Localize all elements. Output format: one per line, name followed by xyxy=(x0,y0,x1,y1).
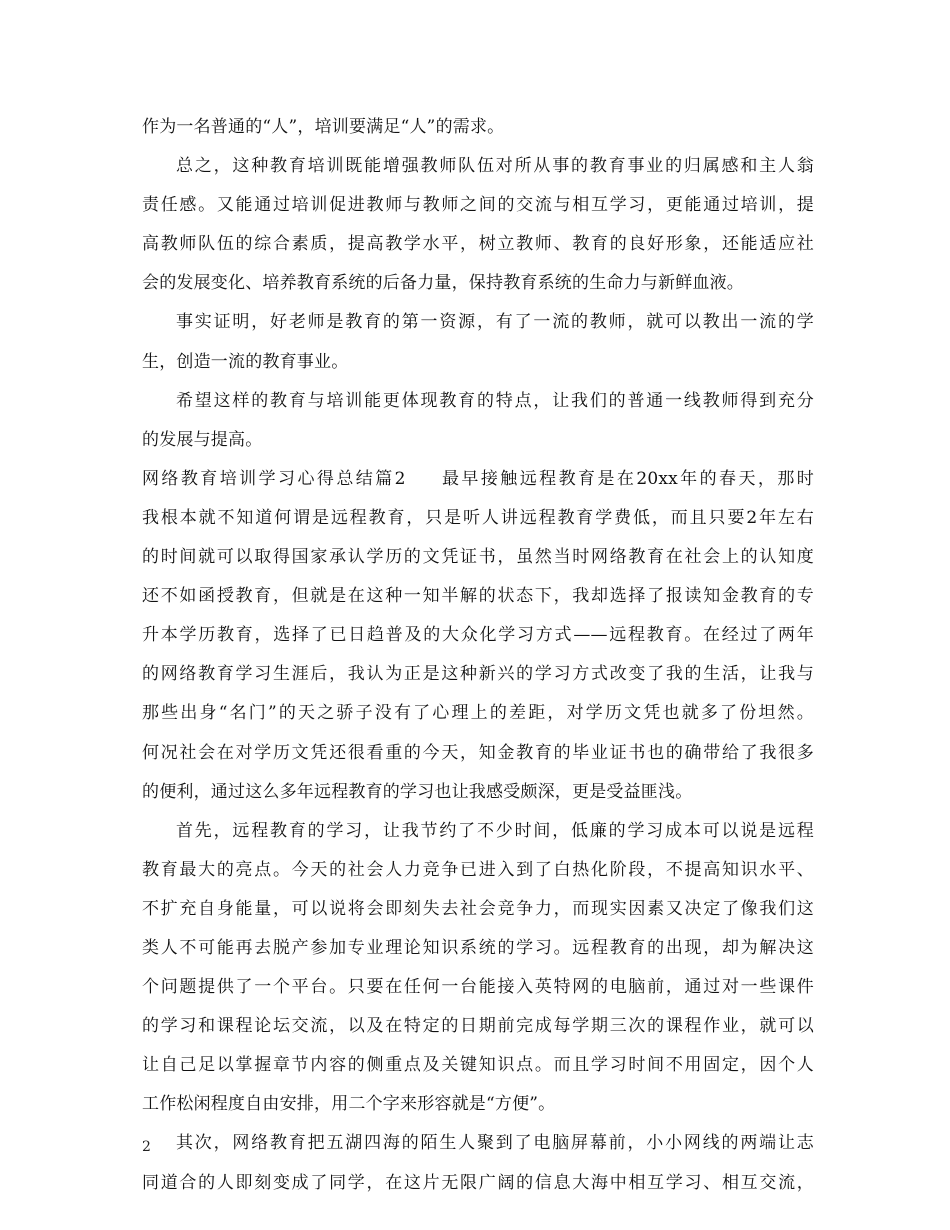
text-line: 的学习和课程论坛交流，以及在特定的日期前完成每学期三次的课程作业，就可以 xyxy=(142,1016,814,1037)
text-line: 责任感。又能通过培训促进教师与教师之间的交流与相互学习，更能通过培训，提 xyxy=(142,195,814,216)
text-line: 让自己足以掌握章节内容的侧重点及关键知识点。而且学习时间不用固定，因个人 xyxy=(142,1055,814,1076)
text-line: 何况社会在对学历文凭还很看重的今天，知金教育的毕业证书也的确带给了我很多 xyxy=(142,742,814,763)
text-line: 升本学历教育，选择了已日趋普及的大众化学习方式——远程教育。在经过了两年 xyxy=(142,625,814,646)
text-line: 教育最大的亮点。今天的社会人力竞争已进入到了白热化阶段，不提高知识水平、 xyxy=(142,859,814,880)
document-body xyxy=(142,108,814,1203)
text-line: 的发展与提高。 xyxy=(142,429,263,450)
page-number: 2 xyxy=(142,1139,151,1155)
text-line: 那些出身“名门”的天之骄子没有了心理上的差距，对学历文凭也就多了份坦然。 xyxy=(142,703,814,724)
text-line: 希望这样的教育与培训能更体现教育的特点，让我们的普通一线教师得到充分 xyxy=(176,390,814,411)
text-line: 同道合的人即刻变成了同学，在这片无限广阔的信息大海中相互学习、相互交流， xyxy=(142,1172,814,1193)
text-line: 的便利，通过这么多年远程教育的学习也让我感受颇深，更是受益匪浅。 xyxy=(142,781,693,802)
text-line: 工作松闲程度自由安排，用二个字来形容就是“方便”。 xyxy=(142,1094,556,1115)
text-line: 首先，远程教育的学习，让我节约了不少时间，低廉的学习成本可以说是远程 xyxy=(176,820,814,841)
text-line: 个问题提供了一个平台。只要在任何一台能接入英特网的电脑前，通过对一些课件 xyxy=(142,977,814,998)
text-line: 我根本就不知道何谓是远程教育，只是听人讲远程教育学费低，而且只要2年左右 xyxy=(142,507,814,528)
text-line: 的网络教育学习生涯后，我认为正是这种新兴的学习方式改变了我的生活，让我与 xyxy=(142,664,814,685)
text-line: 类人不可能再去脱产参加专业理论知识系统的学习。远程教育的出现，却为解决这 xyxy=(142,937,814,958)
text-line: 总之，这种教育培训既能增强教师队伍对所从事的教育事业的归属感和主人翁 xyxy=(176,156,814,177)
text-line: 生，创造一流的教育事业。 xyxy=(142,351,349,372)
text-line: 还不如函授教育，但就是在这种一知半解的状态下，我却选择了报读知金教育的专 xyxy=(142,586,814,607)
section-heading-line xyxy=(142,460,814,499)
text-line: 其次，网络教育把五湖四海的陌生人聚到了电脑屏幕前，小小网线的两端让志 xyxy=(176,1133,814,1154)
text-line: 的时间就可以取得国家承认学历的文凭证书，虽然当时网络教育在社会上的认知度 xyxy=(142,547,814,568)
text-line: 会的发展变化、培养教育系统的后备力量，保持教育系统的生命力与新鲜血液。 xyxy=(142,273,744,294)
text-line: 事实证明，好老师是教育的第一资源，有了一流的教师，就可以教出一流的学 xyxy=(176,312,814,333)
section-heading: 网络教育培训学习心得总结篇2 xyxy=(142,468,406,489)
text-line: 作为一名普通的“人”，培训要满足“人”的需求。 xyxy=(142,117,505,137)
text-line: 高教师队伍的综合素质，提高教学水平，树立教师、教育的良好形象，还能适应社 xyxy=(142,234,814,255)
line-text: 最早接触远程教育是在20xx年的春天，那时 xyxy=(439,468,814,489)
text-line: 不扩充自身能量，可以说将会即刻失去社会竞争力，而现实因素又决定了像我们这 xyxy=(142,898,814,919)
